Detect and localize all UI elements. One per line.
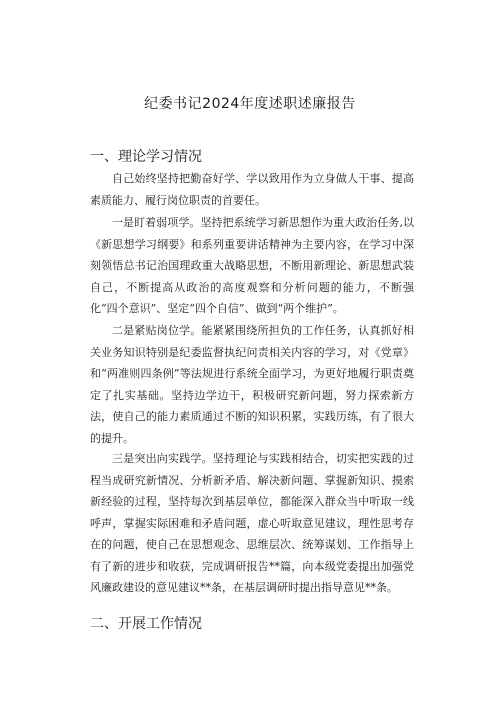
paragraph-weakness-study: 一是盯着弱项学。坚持把系统学习新思想作为重大政治任务,以《新思想学习纲要》和系列重要讲话精神为主要内容，在学习中深刻领悟总书记治国理政重大战略思想，不断用新理论、新思想武装自己，不断提高从政治的高度观察和分析问题的能力，不断强化“四个意识”、坚定“四个自信”、做到“两个维护”。 [90,216,414,315]
document-title: 纪委书记2024年度述职述廉报告 [144,96,356,112]
section-heading-theory-study: 一、理论学习情况 [90,149,202,165]
section-heading-work-status: 二、开展工作情况 [90,616,202,632]
paragraph-post-study: 二是紧贴岗位学。能紧紧围绕所担负的工作任务，认真抓好相关业务知识特别是纪委监督执纪问责相关内容的学习，对《党章》和“两准则四条例”等法规进行系统全面学习，为更好地履行职责奠定了扎实基础。坚持边学边干，积极研究新问题，努力探索新方法，使自己的能力素质通过不断的知识积累，实践历练，有了很大的提升。 [90,324,414,445]
paragraph-practice-study: 三是突出向实践学。坚持理论与实践相结合，切实把实践的过程当成研究新情况、分析新矛盾、解决新问题、掌握新知识、摸索新经验的过程，坚持每次到基层单位，都能深入群众当中听取一线呼声，掌握实际困难和矛盾问题，虚心听取意见建议，理性思考存在的问题，使自己在思想观念、思维层次、统筹谋划、工作指导上有了新的进步和收获，完成调研报告**篇，向本级党委提出加强党风廉政建设的意见建议**条，在基层调研时提出指导意见**条。 [90,452,414,594]
paragraph-intro: 自己始终坚持把勤奋好学、学以致用作为立身做人干事、提高素质能力、履行岗位职责的首要任。 [90,172,414,207]
